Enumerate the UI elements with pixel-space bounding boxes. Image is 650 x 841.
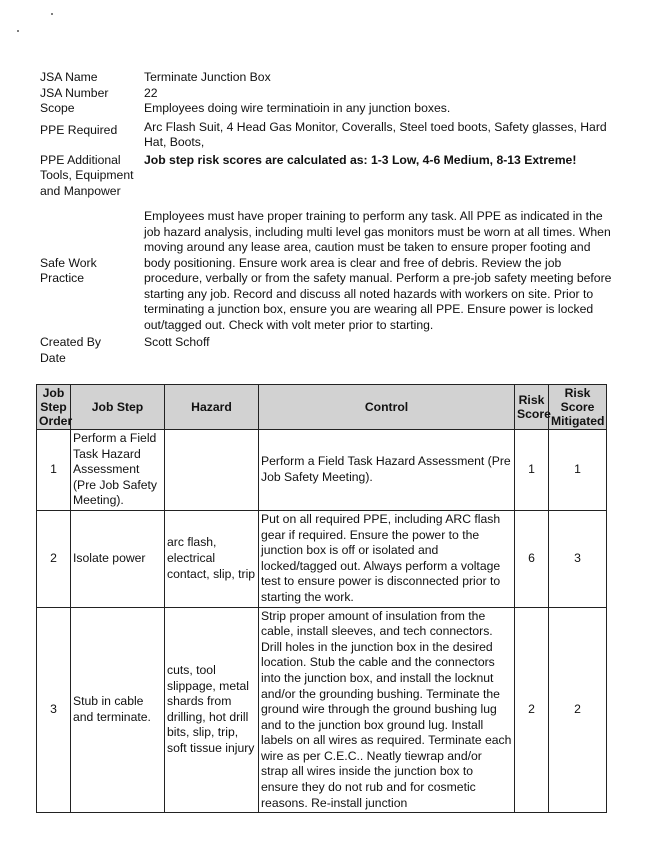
hazard-cell [165, 430, 259, 511]
ppe-label: PPE Required [40, 122, 118, 137]
control-cell: Perform a Field Task Hazard Assessment (Pre Job Safety Meeting). [259, 430, 515, 511]
header-control: Control [259, 385, 515, 430]
risk-score-mitigated-cell: 1 [549, 430, 607, 511]
step-order-cell: 1 [37, 430, 71, 511]
date-value [144, 351, 615, 367]
risk-score-cell: 1 [515, 430, 549, 511]
ppe-additional-labels [40, 153, 144, 200]
ppe-value: Arc Flash Suit, 4 Head Gas Monitor, Coveralls, Steel toed boots, Safety glasses, Hard Hat, Boots, [144, 119, 607, 149]
date-row [40, 351, 615, 367]
risk-score-note: Job step risk scores are calculated as: 1-3 Low, 4-6 Medium, 8-13 Extreme! [144, 152, 577, 167]
jsa-number-label: JSA Number [40, 85, 109, 100]
table-row [37, 430, 607, 511]
risk-score-mitigated-cell: 3 [549, 510, 607, 607]
scope-value: Employees doing wire terminatioin in any junction boxes. [144, 101, 451, 115]
safe-work-value: Employees must have proper training to perform any task. All PPE as indicated in the job hazard analysis, including multi level gas monitors must be worn at all times. When moving around any lease area, caution must be taken to ensure proper footing and body positioning. Ensure work area is clear and free of debris. Review the job procedure, verbally or from the safety manual. Perform a pre-job safety meeting before starting any job. Record and discuss all noted hazards with workers on site. Prior to terminating a junction box, ensure you are wearing all PPE. Ensure power is locked out/tagged out. Check with volt meter prior to starting. [144, 209, 612, 332]
table-row [37, 510, 607, 607]
scope-row [40, 101, 615, 117]
control-cell: Put on all required PPE, including ARC flash gear if required. Ensure the power to the junction box is off or isolated and locked/tagged out. Always perform a voltage test to ensure power is disconnected prior to starting the work. [259, 510, 515, 607]
created-by-label: Created By [40, 335, 101, 349]
jsa-info [40, 70, 615, 366]
header-job-step-order: Job Step Order [37, 385, 71, 430]
safe-work-row [40, 209, 615, 333]
jsa-name-row [40, 70, 615, 86]
risk-score-cell: 2 [515, 607, 549, 813]
scan-speck [17, 30, 19, 32]
scan-speck [51, 13, 53, 15]
step-order-cell: 2 [37, 510, 71, 607]
risk-score-mitigated-cell: 2 [549, 607, 607, 813]
job-step-cell: Perform a Field Task Hazard Assessment (Pre Job Safety Meeting). [71, 430, 165, 511]
header-risk-score: Risk Score [515, 385, 549, 430]
created-by-value: Scott Schoff [144, 335, 210, 349]
table-header-row [37, 385, 607, 430]
safe-work-label: Safe Work Practice [40, 255, 97, 285]
table-row [37, 607, 607, 813]
header-risk-score-mitigated: Risk Score Mitigated [549, 385, 607, 430]
header-hazard: Hazard [165, 385, 259, 430]
hazard-cell: arc flash, electrical contact, slip, trip [165, 510, 259, 607]
step-order-cell: 3 [37, 607, 71, 813]
tools-label: Tools, Equipment and Manpower [40, 168, 134, 198]
scope-label: Scope [40, 101, 75, 115]
created-by-row [40, 335, 615, 351]
jsa-number-value: 22 [144, 85, 158, 100]
date-label: Date [40, 350, 66, 365]
job-steps-table [36, 384, 607, 813]
hazard-cell: cuts, tool slippage, metal shards from drilling, hot drill bits, slip, trip, soft tissue injury [165, 607, 259, 813]
ppe-additional-label: PPE Additional [40, 152, 121, 167]
header-job-step: Job Step [71, 385, 165, 430]
control-cell: Strip proper amount of insulation from the cable, install sleeves, and tech connectors. Drill holes in the junction box in the desired location. Stub the cable and the connectors into the junction box, and install the locknut and/or the grounding bushing. Terminate the ground wire through the ground bushing lug and to the junction box ground lug. Install labels on all wires as required. Terminate each wire as per C.E.C.. Neatly tiewrap and/or strap all wires inside the junction box to ensure they do not rub and for cosmetic reasons. Re-install junction [259, 607, 515, 813]
ppe-row [40, 120, 615, 151]
jsa-name-value: Terminate Junction Box [144, 70, 271, 84]
ppe-additional-row [40, 153, 615, 200]
job-step-cell: Stub in cable and terminate. [71, 607, 165, 813]
job-step-cell: Isolate power [71, 510, 165, 607]
risk-score-cell: 6 [515, 510, 549, 607]
jsa-name-label: JSA Name [40, 70, 98, 84]
jsa-number-row [40, 86, 615, 102]
